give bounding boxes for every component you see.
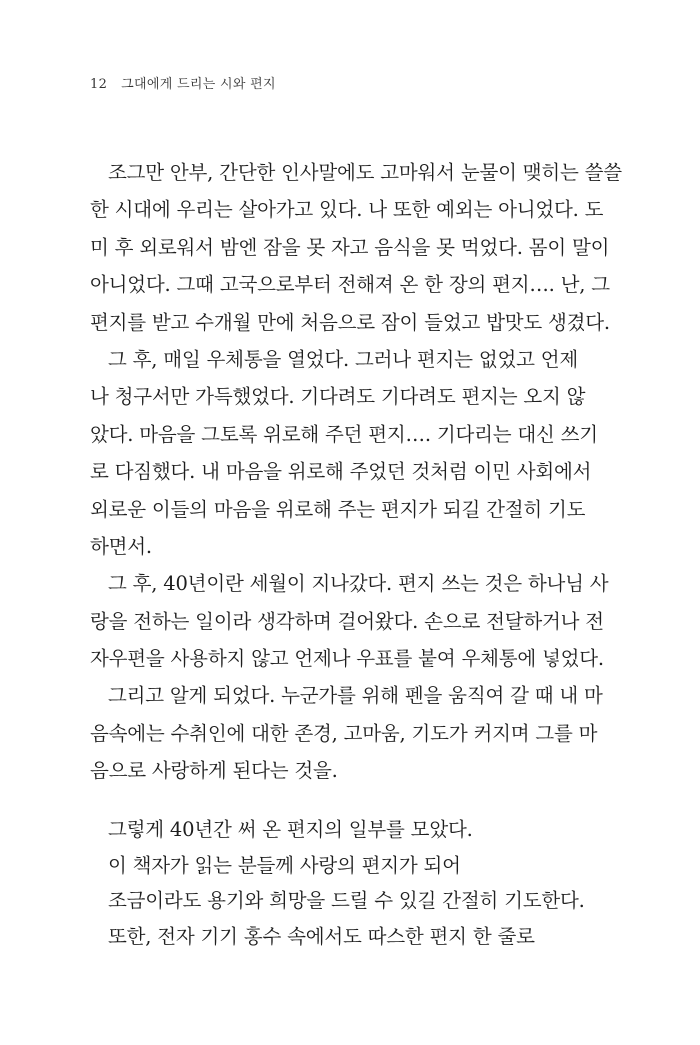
text-line: 아니었다. 그때 고국으로부터 전해져 온 한 장의 편지…. 난, 그	[90, 273, 610, 297]
text-line: 나 청구서만 가득했었다. 기다려도 기다려도 편지는 오지 않	[90, 385, 586, 409]
closing-line: 이 책자가 읽는 분들께 사랑의 편지가 되어	[108, 853, 461, 877]
closing-line: 조금이라도 용기와 희망을 드릴 수 있길 간절히 기도한다.	[108, 889, 585, 912]
text-line: 한 시대에 우리는 살아가고 있다. 나 또한 예외는 아니었다. 도	[90, 198, 604, 222]
text-line: 았다. 마음을 그토록 위로해 주던 편지…. 기다리는 대신 쓰기	[90, 422, 598, 446]
text-line: 랑을 전하는 일이라 생각하며 걸어왔다. 손으로 전달하거나 전	[90, 609, 604, 633]
closing-line: 그렇게 40년간 써 온 편지의 일부를 모았다.	[108, 818, 473, 841]
text-line: 음으로 사랑하게 된다는 것을.	[90, 759, 338, 783]
text-line: 그 후, 40년이란 세월이 지나갔다. 편지 쓰는 것은 하나님 사	[108, 572, 609, 596]
page-number: 12	[90, 77, 108, 92]
book-title: 그대에게 드리는 시와 편지	[121, 77, 276, 92]
closing-line: 또한, 전자 기기 홍수 속에서도 따스한 편지 한 줄로	[108, 924, 535, 948]
closing-text	[108, 812, 628, 954]
text-line: 그 후, 매일 우체통을 열었다. 그러나 편지는 없었고 언제	[108, 347, 578, 371]
running-header	[90, 73, 276, 92]
text-line: 하면서.	[90, 534, 152, 558]
text-line: 자우편을 사용하지 않고 언제나 우표를 붙여 우체통에 넣었다.	[90, 647, 604, 671]
text-line: 그리고 알게 되었다. 누군가를 위해 펜을 움직여 갈 때 내 마	[108, 684, 603, 708]
text-line: 편지를 받고 수개월 만에 처음으로 잠이 들었고 밥맛도 생겼다.	[90, 310, 610, 334]
text-line: 로 다짐했다. 내 마음을 위로해 주었던 것처럼 이민 사회에서	[90, 460, 592, 484]
text-line: 조그만 안부, 간단한 인사말에도 고마워서 눈물이 맺히는 쓸쓸	[108, 161, 622, 184]
text-line: 음속에는 수취인에 대한 존경, 고마움, 기도가 커지며 그를 마	[90, 721, 598, 745]
text-line: 외로운 이들의 마음을 위로해 주는 편지가 되길 간절히 기도	[90, 497, 586, 521]
text-line: 미 후 외로워서 밤엔 잠을 못 자고 음식을 못 먹었다. 몸이 말이	[90, 235, 610, 259]
body-text	[90, 154, 622, 790]
